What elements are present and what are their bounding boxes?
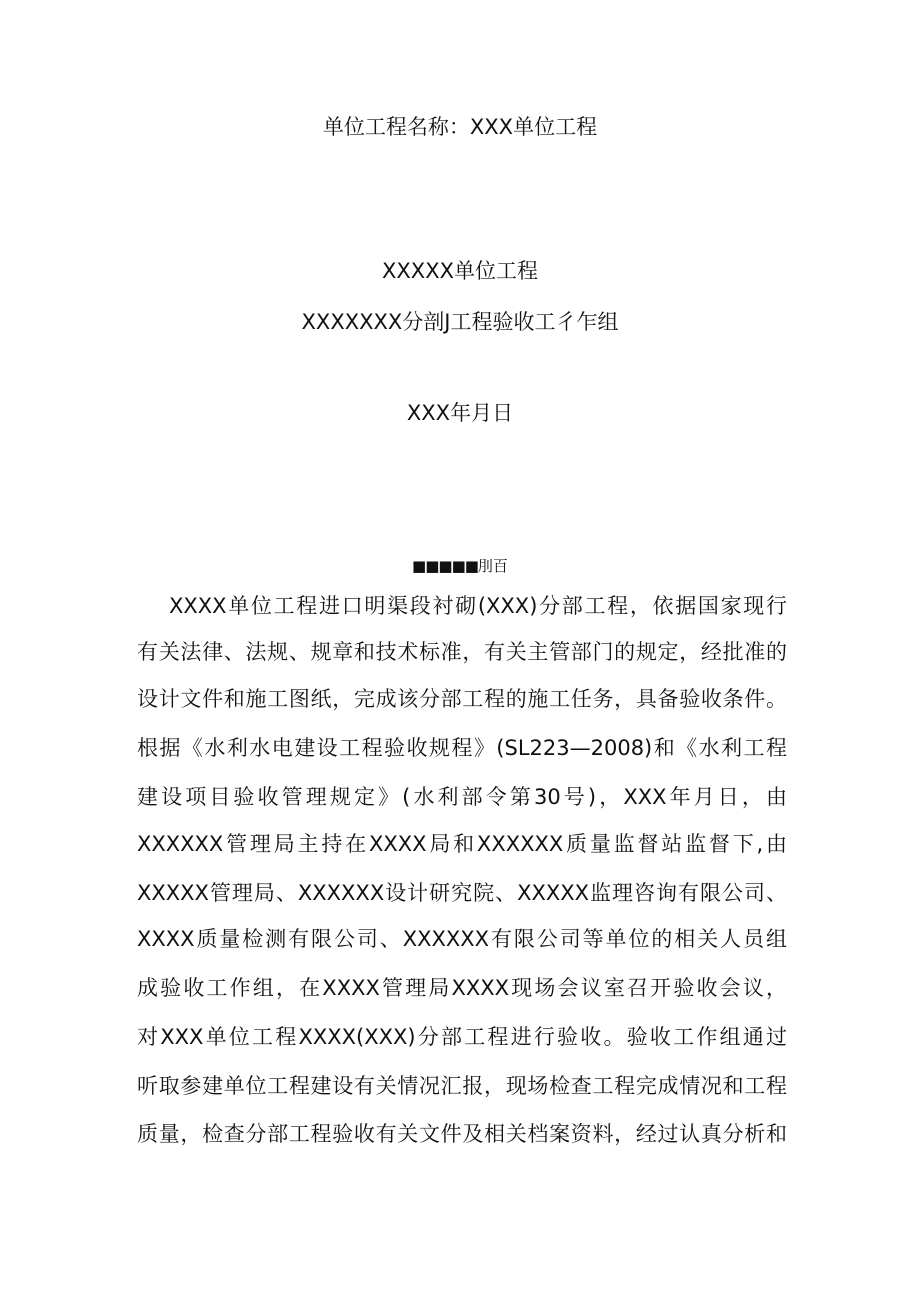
preface-heading	[0, 555, 920, 577]
preface-line: 听取参建单位工程建设有关情况汇报，现场检查工程完成情况和工程	[137, 1074, 787, 1098]
preface-line: 根据《水利水电建设工程验收规程》(SL223—2008)和《水利工程	[137, 736, 787, 760]
preface-line: XXXXX管理局、XXXXXX设计研究院、XXXXX监理咨询有限公司、	[137, 881, 787, 905]
organization-line-1: XXXXX单位工程	[382, 259, 538, 283]
preface-line: 设计文件和施工图纸，完成该分部工程的施工任务，具备验收条件。	[137, 687, 787, 711]
project-name-line: 单位工程名称：XXX单位工程	[322, 115, 598, 139]
preface-line: XXXX质量检测有限公司、XXXXXX有限公司等单位的相关人员组	[137, 927, 787, 951]
preface-line: 有关法律、法规、规章和技术标准，有关主管部门的规定，经批准的	[137, 640, 787, 664]
preface-heading-squares: ■■■■■	[412, 557, 478, 575]
preface-line: 成验收工作组，在XXXX管理局XXXX现场会议室召开验收会议，	[137, 976, 787, 1000]
preface-heading-text: 刖百	[477, 557, 508, 575]
preface-line: 建设项目验收管理规定》(水利部令第30号)，XXX年月日，由	[137, 785, 787, 809]
preface-line: XXXXXX管理局主持在XXXX局和XXXXXX质量监督站监督下,由	[137, 832, 787, 856]
preface-line: 质量，检查分部工程验收有关文件及相关档案资料，经过认真分析和	[137, 1122, 787, 1146]
date-line: XXX年月日	[406, 401, 514, 425]
preface-line: XXXX单位工程进口明渠段衬砌(XXX)分部工程，依据国家现行	[169, 594, 787, 618]
preface-line: 对XXX单位工程XXXX(XXX)分部工程进行验收。验收工作组通过	[137, 1025, 787, 1049]
organization-line-2: XXXXXXX分剖J工程验收工彳乍组	[301, 310, 619, 334]
